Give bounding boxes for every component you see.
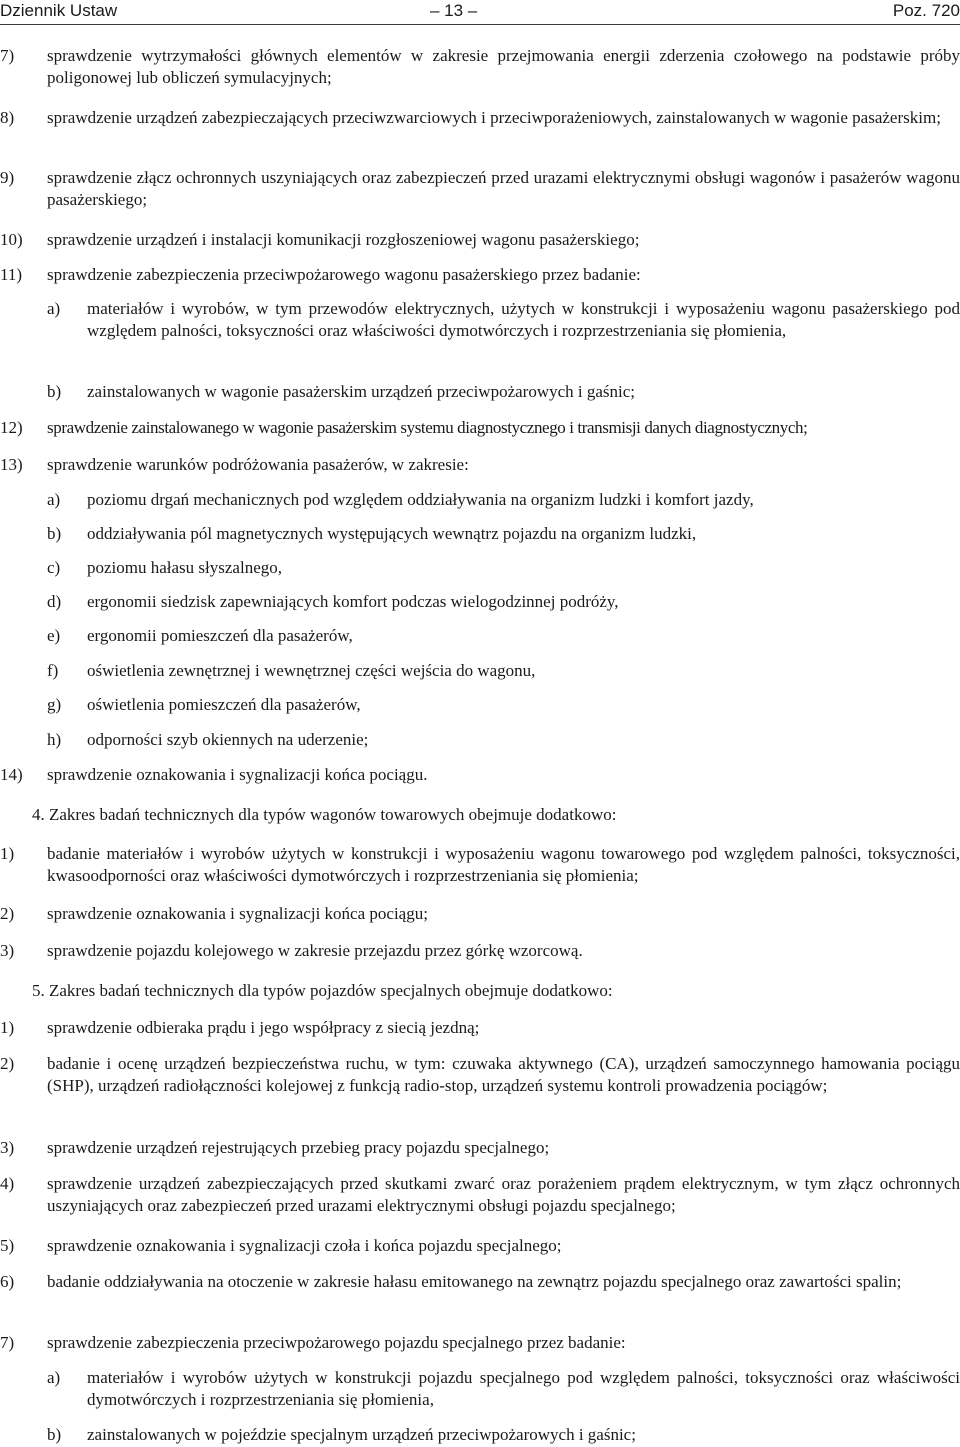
subitem-letter: b) bbox=[47, 1425, 62, 1444]
item-text: sprawdzenie warunków podróżowania pasażerów, w zakresie: bbox=[47, 455, 469, 474]
item-number: 1) bbox=[0, 1018, 15, 1037]
subitem-text: oświetlenia zewnętrznej i wewnętrznej części wejścia do wagonu, bbox=[87, 661, 536, 680]
subitem-text: odporności szyb okiennych na uderzenie; bbox=[87, 730, 369, 749]
subitem-text: ergonomii siedzisk zapewniających komfort podczas wielogodzinnej podróży, bbox=[87, 592, 619, 611]
subitem-text: oświetlenia pomieszczeń dla pasażerów, bbox=[87, 695, 361, 714]
subitem-letter: g) bbox=[47, 695, 62, 714]
subitem-letter: c) bbox=[47, 558, 61, 577]
item-text: sprawdzenie odbieraka prądu i jego współpracy z siecią jezdną; bbox=[47, 1018, 480, 1037]
paragraph-4-heading: 4. Zakres badań technicznych dla typów wagonów towarowych obejmuje dodatkowo: bbox=[32, 805, 617, 824]
subitem-text: zainstalowanych w wagonie pasażerskim urządzeń przeciwpożarowych i gaśnic; bbox=[87, 382, 636, 401]
item-number: 8) bbox=[0, 108, 15, 127]
subitem-letter: e) bbox=[47, 626, 61, 645]
subitem-text: zainstalowanych w pojeździe specjalnym urządzeń przeciwpożarowych i gaśnic; bbox=[87, 1425, 636, 1444]
subitem-letter: d) bbox=[47, 592, 62, 611]
item-text: badanie materiałów i wyrobów użytych w konstrukcji i wyposażeniu wagonu towarowego pod względem palności, toksyczności, kwasoodporności oraz właściwości dymotwórczych i rozprzestrzeniania się płomienia; bbox=[47, 844, 960, 885]
item-text: sprawdzenie złącz ochronnych uszyniających oraz zabezpieczeń przed urazami elektrycznymi obsługi wagonów i pasażerów wagonu pasażerskiego; bbox=[47, 168, 960, 209]
subitem-text: ergonomii pomieszczeń dla pasażerów, bbox=[87, 626, 353, 645]
item-number: 2) bbox=[0, 1054, 15, 1073]
subitem-letter: a) bbox=[47, 299, 61, 318]
page-header bbox=[0, 0, 960, 25]
subitem-text: materiałów i wyrobów, w tym przewodów elektrycznych, użytych w konstrukcji i wyposażeniu wagonu pasażerskiego pod względem palności, toksyczności oraz właściwości dymotwórczych i rozprzestrzeniania się płomienia, bbox=[87, 299, 960, 340]
subitem-text: poziomu drgań mechanicznych pod względem oddziaływania na organizm ludzki i komfort jazdy, bbox=[87, 490, 754, 509]
item-text: sprawdzenie oznakowania i sygnalizacji końca pociągu; bbox=[47, 904, 428, 923]
position-number: Poz. 720 bbox=[892, 1, 960, 20]
item-number: 13) bbox=[0, 455, 23, 474]
item-text: sprawdzenie zainstalowanego w wagonie pasażerskim systemu diagnostycznego i transmisji danych diagnostycznych; bbox=[47, 418, 808, 437]
item-text: sprawdzenie urządzeń rejestrujących przebieg pracy pojazdu specjalnego; bbox=[47, 1138, 550, 1157]
item-number: 4) bbox=[0, 1174, 15, 1193]
item-number: 7) bbox=[0, 1333, 15, 1352]
paragraph-5-heading: 5. Zakres badań technicznych dla typów pojazdów specjalnych obejmuje dodatkowo: bbox=[32, 981, 613, 1000]
item-number: 1) bbox=[0, 844, 15, 863]
item-number: 6) bbox=[0, 1272, 15, 1291]
item-number: 14) bbox=[0, 765, 23, 784]
page-number: – 13 – bbox=[430, 1, 478, 20]
subitem-letter: h) bbox=[47, 730, 62, 749]
item-number: 10) bbox=[0, 230, 23, 249]
subitem-letter: a) bbox=[47, 490, 61, 509]
item-text: badanie oddziaływania na otoczenie w zakresie hałasu emitowanego na zewnątrz pojazdu specjalnego oraz zawartości spalin; bbox=[47, 1272, 902, 1291]
item-number: 12) bbox=[0, 418, 23, 437]
item-number: 3) bbox=[0, 941, 15, 960]
subitem-letter: b) bbox=[47, 524, 62, 543]
subitem-letter: a) bbox=[47, 1368, 61, 1387]
item-number: 7) bbox=[0, 46, 15, 65]
item-text: sprawdzenie urządzeń i instalacji komunikacji rozgłoszeniowej wagonu pasażerskiego; bbox=[47, 230, 640, 249]
subitem-letter: f) bbox=[47, 661, 59, 680]
item-number: 11) bbox=[0, 265, 23, 284]
item-number: 9) bbox=[0, 168, 15, 187]
subitem-text: oddziaływania pól magnetycznych występujących wewnątrz pojazdu na organizm ludzki, bbox=[87, 524, 697, 543]
item-text: sprawdzenie urządzeń zabezpieczających przed skutkami zwarć oraz porażeniem prądem elektrycznym, w tym złącz ochronnych uszyniających oraz zabezpieczeń przed urazami elektrycznymi obsługi pojazdu specjalnego; bbox=[47, 1174, 960, 1215]
item-text: sprawdzenie oznakowania i sygnalizacji końca pociągu. bbox=[47, 765, 428, 784]
item-text: sprawdzenie oznakowania i sygnalizacji czoła i końca pojazdu specjalnego; bbox=[47, 1236, 562, 1255]
item-text: sprawdzenie wytrzymałości głównych elementów w zakresie przejmowania energii zderzenia czołowego na podstawie próby poligonowej lub obliczeń symulacyjnych; bbox=[47, 46, 960, 87]
item-text: sprawdzenie urządzeń zabezpieczających przeciwzwarciowych i przeciwporażeniowych, zainstalowanych w wagonie pasażerskim; bbox=[47, 108, 941, 127]
item-number: 2) bbox=[0, 904, 15, 923]
subitem-letter: b) bbox=[47, 382, 62, 401]
item-text: sprawdzenie pojazdu kolejowego w zakresie przejazdu przez górkę wzorcową. bbox=[47, 941, 583, 960]
item-number: 5) bbox=[0, 1236, 15, 1255]
item-number: 3) bbox=[0, 1138, 15, 1157]
journal-title: Dziennik Ustaw bbox=[0, 1, 118, 20]
subitem-text: poziomu hałasu słyszalnego, bbox=[87, 558, 282, 577]
item-text: badanie i ocenę urządzeń bezpieczeństwa ruchu, w tym: czuwaka aktywnego (CA), urządzeń samoczynnego hamowania pociągu (SHP), urządzeń radiołączności kolejowej z funkcją radio-stop, urządzeń systemu kontroli prowadzenia pociągów; bbox=[47, 1054, 960, 1095]
item-text: sprawdzenie zabezpieczenia przeciwpożarowego pojazdu specjalnego przez badanie: bbox=[47, 1333, 626, 1352]
subitem-text: materiałów i wyrobów użytych w konstrukcji pojazdu specjalnego pod względem palności, toksyczności oraz właściwości dymotwórczych i rozprzestrzeniania się płomienia, bbox=[87, 1368, 960, 1409]
item-text: sprawdzenie zabezpieczenia przeciwpożarowego wagonu pasażerskiego przez badanie: bbox=[47, 265, 641, 284]
